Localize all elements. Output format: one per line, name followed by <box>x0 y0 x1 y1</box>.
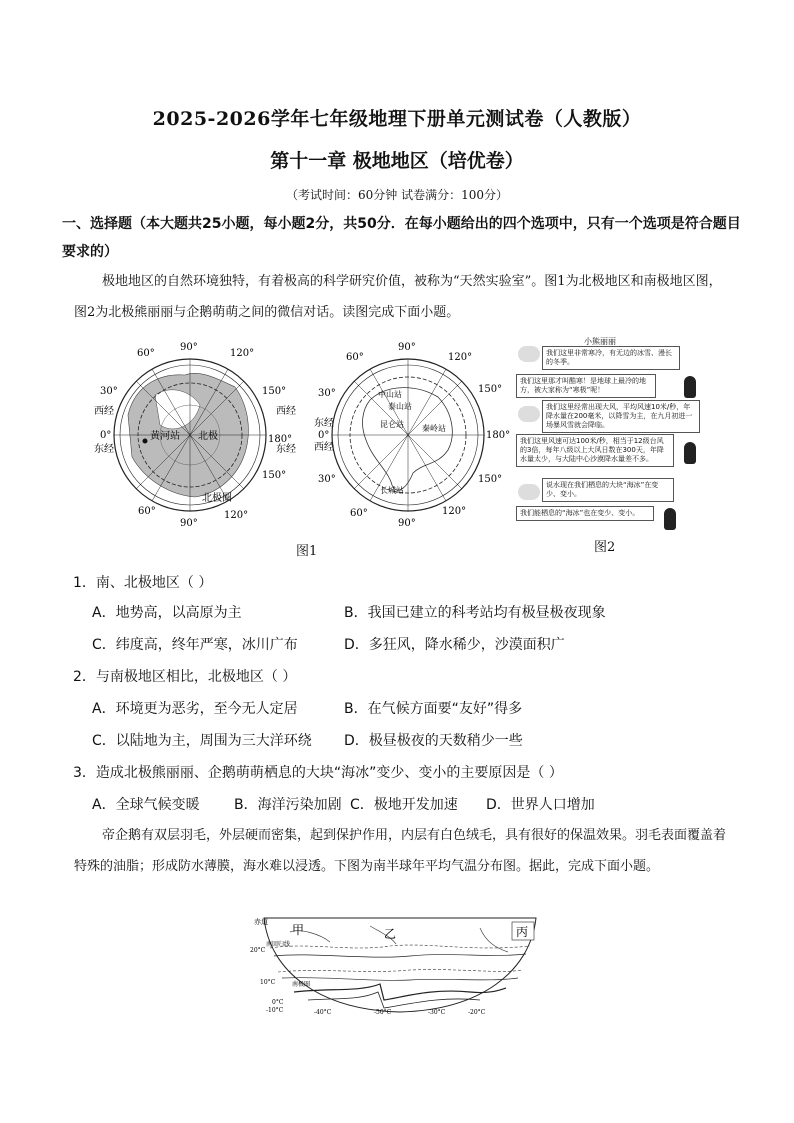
question-1-stem: 1．南、北极地区（ ） <box>73 575 213 591</box>
q1-option-c: C．纬度高，终年严寒，冰川广布 <box>92 637 298 653</box>
n-zero: 0° <box>100 430 112 441</box>
n-west2: 西经 <box>276 406 296 417</box>
figure-1-caption: 图1 <box>296 544 318 559</box>
arctic-map <box>114 359 266 511</box>
polar-bear-icon <box>518 346 540 362</box>
s-lon-5: 150° <box>478 474 503 485</box>
q3-option-a: A．全球气候变暖 <box>92 797 200 813</box>
isotherm-minus20: -20°C <box>468 1009 486 1016</box>
penguin-icon <box>664 508 676 530</box>
n-lon-1: 60° <box>137 348 155 359</box>
passage-2: 帝企鹅有双层羽毛，外层硬而密集，起到保护作用，内层有白色绒毛，具有很好的保温效果。羽毛表面覆盖着特殊的油脂；形成防水薄膜，海水难以浸透。下图为南半球年平均气温分布图。据此，完成下面小题。 <box>74 828 727 874</box>
isotherm-minus50: -50°C <box>374 1009 392 1016</box>
north-pole-label: 北极 <box>198 431 218 442</box>
n-lon-5: 180° <box>268 434 293 445</box>
n-lon-6: 150° <box>262 470 287 481</box>
chapter-title: 第十一章 极地地区（培优卷） <box>270 150 524 172</box>
exam-meta: （考试时间：60分钟 试卷满分：100分） <box>286 188 508 202</box>
isotherm-minus10: -10°C <box>266 1007 284 1014</box>
n-lon-9: 60° <box>138 506 156 517</box>
chat-msg-6: 我们能栖息的“海冰”也在变少、变小。 <box>516 506 654 521</box>
s-lon-9: 30° <box>318 474 336 485</box>
s-lon-1: 90° <box>398 342 416 353</box>
q2-option-b: B．在气候方面要“友好”得多 <box>344 701 523 717</box>
s-lon-8: 60° <box>350 508 368 519</box>
s-lon-2: 120° <box>448 352 473 363</box>
isotherm-10: 10°C <box>260 979 276 986</box>
n-east2: 东经 <box>276 444 296 455</box>
chat-msg-4: 我们这里风速可达100米/秒，相当于12级台风的3倍，每年八级以上大风日数在300天，年降水量太少，与大陆中心沙漠降水量差不多。 <box>516 434 674 467</box>
station-taishan: 泰山站 <box>388 402 412 411</box>
station-changcheng: 长城站 <box>380 486 404 495</box>
antarctic-map <box>332 359 484 511</box>
figure-1-polar-maps <box>92 340 512 530</box>
isotherm-0: 0°C <box>272 999 284 1006</box>
passage-1: 极地地区的自然环境独特，有着极高的科学研究价值，被称为“天然实验室”。图1为北极地区和南极地区图，图2为北极熊丽丽与企鹅萌萌之间的微信对话。读图完成下面小题。 <box>74 274 722 320</box>
station-zhongshan: 中山站 <box>378 390 402 399</box>
q1-option-a: A．地势高，以高原为主 <box>92 605 242 621</box>
s-east: 东经 <box>314 418 334 429</box>
station-kunlun: 昆仑站 <box>380 420 404 429</box>
s-lon-6: 120° <box>442 506 467 517</box>
s-lon-7: 90° <box>398 518 416 529</box>
s-lon-10: 60° <box>346 352 364 363</box>
q2-option-c: C．以陆地为主，周围为三大洋环绕 <box>92 733 312 749</box>
chat-header: 小熊丽丽 <box>584 337 616 346</box>
s-lon-3: 150° <box>478 384 503 395</box>
chat-msg-1: 我们这里非常寒冷，有无边的冰雪、漫长的冬季。 <box>542 346 680 370</box>
n-lon-8: 90° <box>180 518 198 529</box>
q3-option-d: D．世界人口增加 <box>486 797 595 813</box>
station-huanghe: 黄河站 <box>150 431 180 442</box>
label-yi: 乙 <box>384 927 397 941</box>
label-bing: 丙 <box>516 925 529 939</box>
isotherm-20: 20°C <box>250 947 266 954</box>
chat-msg-3: 我们这里经常出现大风，平均风速10米/秒，年降水量在200毫米，以降雪为主，在九月初进一场暴风雪就会降临。 <box>542 400 700 433</box>
isotherm-minus40: -40°C <box>314 1009 332 1016</box>
n-lon-2: 90° <box>180 342 198 353</box>
s-west: 西经 <box>314 442 334 453</box>
arctic-circle-label: 北极圈 <box>202 493 232 504</box>
n-lon-4: 150° <box>262 386 287 397</box>
label-equator: 赤道 <box>254 918 268 926</box>
question-3-stem: 3．造成北极熊丽丽、企鹅萌萌栖息的大块“海冰”变少、变小的主要原因是（ ） <box>73 765 563 781</box>
label-tropic: 南回归线 <box>266 941 291 948</box>
s-lon-11: 30° <box>318 388 336 399</box>
figure-2-caption: 图2 <box>594 540 616 555</box>
n-west: 西经 <box>94 406 114 417</box>
n-east: 东经 <box>94 444 114 455</box>
n-lon-3: 120° <box>230 348 255 359</box>
figure-3-isotherm-map <box>250 912 550 1022</box>
q1-option-d: D．多狂风，降水稀少，沙漠面积广 <box>344 637 565 653</box>
isotherm-minus30: -30°C <box>428 1009 446 1016</box>
q1-option-b: B．我国已建立的科考站均有极昼极夜现象 <box>344 605 606 621</box>
question-2-stem: 2．与南极地区相比，北极地区（ ） <box>73 669 297 685</box>
q3-option-c: C．极地开发加速 <box>350 797 458 813</box>
q3-option-b: B．海洋污染加剧 <box>234 797 342 813</box>
q2-option-d: D．极昼极夜的天数稍少一些 <box>344 733 523 749</box>
s-zero: 0° <box>318 430 330 441</box>
station-qinling: 秦岭站 <box>422 424 446 433</box>
label-antarctic-circle: 南极圈 <box>292 981 311 988</box>
label-jia: 甲 <box>292 923 305 937</box>
chat-msg-5: 说水现在我们栖息的大块“海冰”在变少、变小。 <box>542 478 674 502</box>
chat-msg-2: 我们这里那才叫酷寒！是地球上最冷的地方，被大家称为“寒极”呢！ <box>516 374 656 398</box>
n-lon-10: 30° <box>100 386 118 397</box>
s-lon-4: 180° <box>486 430 511 441</box>
penguin-icon <box>684 442 696 464</box>
section-heading: 一、选择题（本大题共25小题，每小题2分，共50分．在每小题给出的四个选项中，只有一个选项是符合题目要求的） <box>62 216 741 260</box>
penguin-icon <box>684 376 696 398</box>
figure-2-chat <box>514 336 708 534</box>
q2-option-a: A．环境更为恶劣，至今无人定居 <box>92 701 298 717</box>
polar-bear-icon <box>518 484 540 500</box>
n-lon-7: 120° <box>224 510 249 521</box>
exam-title: 2025-2026学年七年级地理下册单元测试卷（人教版） <box>152 108 642 130</box>
polar-bear-icon <box>518 406 540 422</box>
